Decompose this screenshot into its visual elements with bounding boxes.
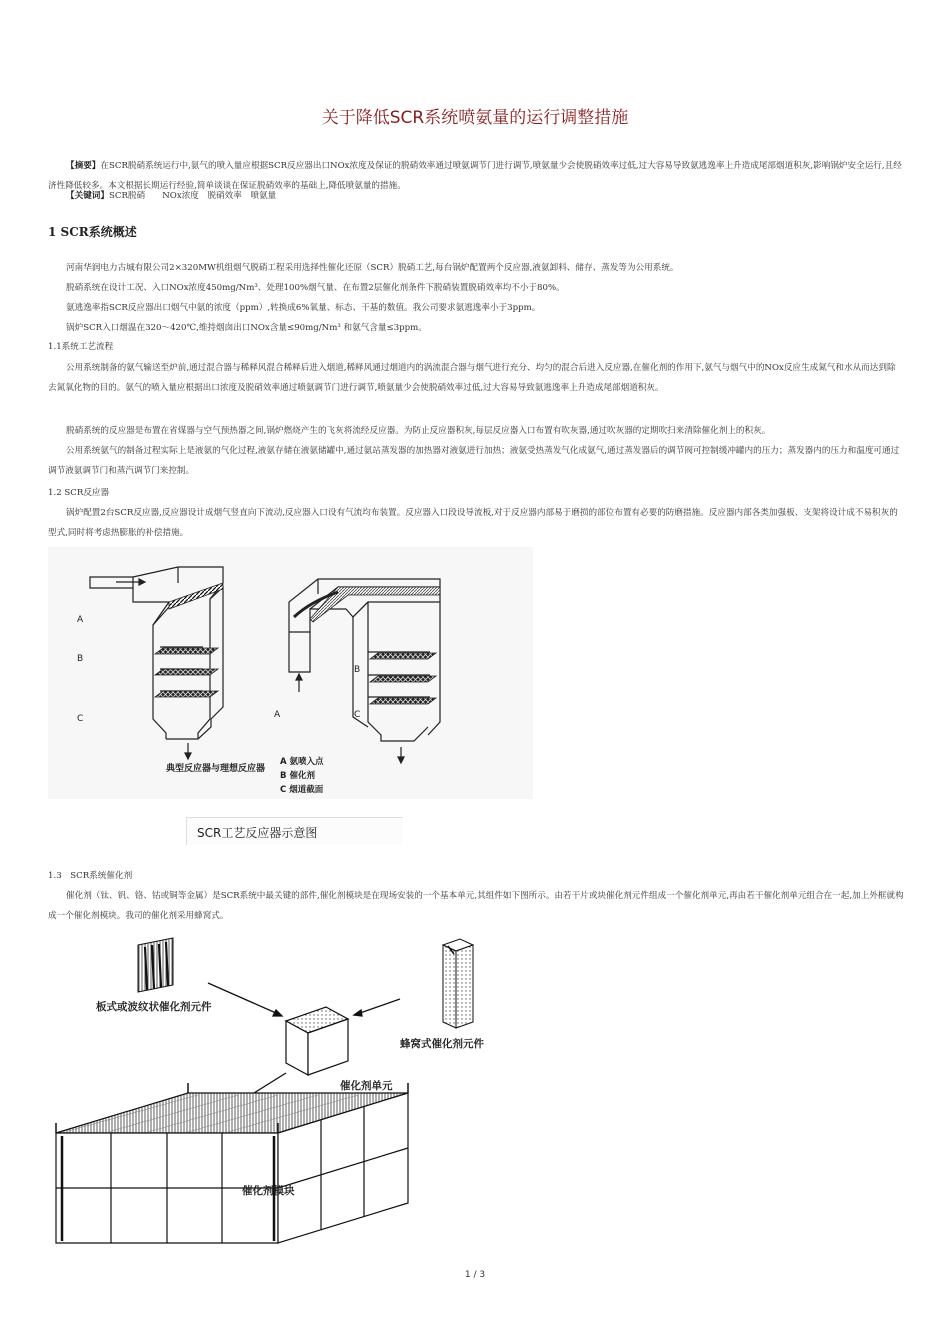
- right-guide-vanes: [310, 587, 440, 622]
- fig1-label-b-right: B: [354, 665, 361, 675]
- reactor-figure: [48, 547, 533, 799]
- fig1-subtitle: 典型反应器与理想反应器: [166, 764, 266, 774]
- catalyst-module-label: 催化剂模块: [242, 1185, 295, 1197]
- right-catalyst-layer-2: [370, 676, 436, 682]
- keywords-label: 【关键词】: [66, 191, 109, 201]
- left-catalyst-layer-1: [155, 648, 218, 654]
- plate-element: [138, 938, 173, 992]
- honeycomb-element: [443, 939, 473, 1028]
- fig1-legend-a: A 氨喷入点: [280, 757, 324, 767]
- reactor-caption-box: [186, 817, 403, 845]
- left-guide-vanes: [169, 583, 223, 609]
- reactor-caption: SCR工艺反应器示意图: [197, 826, 318, 840]
- document-title: 关于降低SCR系统喷氨量的运行调整措施: [321, 108, 629, 128]
- section-1-3-heading: 1.3 SCR系统催化剂: [48, 871, 133, 881]
- catalyst-unit-label: 催化剂单元: [340, 1080, 393, 1092]
- fig1-label-a-left: A: [77, 615, 84, 625]
- s12-para-1: 锅炉配置2台SCR反应器,反应器设计成烟气竖直向下流动,反应器入口设有气流均布装置。反应器入口段设导流板,对于反应器内部易于磨损的部位布置有必要的防磨措施。反应器内部各类加强板、支架将设计成不易积灰的型式,同时将考虑热膨胀的补偿措施。: [48, 508, 898, 538]
- section-1-1-heading: 1.1系统工艺流程: [48, 342, 114, 352]
- s13-para-1: 催化剂（钛、钒、铬、钴或铜等金属）是SCR系统中最关键的部件,催化剂模块是在现场安装的一个基本单元,其组件如下图所示。由若干片或块催化剂元件组成一个催化剂单元,再由若干催化剂单元组合在一起,加上外框就构成一个催化剂模块。我司的催化剂采用蜂窝式。: [48, 891, 904, 921]
- section-1-2-heading: 1.2 SCR反应器: [48, 488, 110, 498]
- abstract-text: 在SCR脱硝系统运行中,氨气的喷入量应根据SCR反应器出口NOx浓度及保证的脱硝效率通过喷氨调节门进行调节,喷氨量少会使脱硝效率过低,过大容易导致氨逃逸率上升造成尾部烟道积灰,影响锅炉安全运行,且经济性降低较多。本文根据长期运行经验,简单谈谈在保证脱硝效率的基础上,降低喷氨量的措施。: [48, 161, 902, 191]
- fig1-legend-b: B 催化剂: [280, 771, 315, 781]
- left-catalyst-layer-2: [155, 669, 218, 675]
- fig1-legend-c: C 烟道截面: [280, 785, 324, 795]
- s11-para-3: 公用系统氨气的制备过程实际上是液氨的气化过程,液氨存储在液氨储罐中,通过氨站蒸发器的加热器对液氨进行加热；液氨受热蒸发气化成氨气,通过蒸发器后的调节阀可控制缓冲罐内的压力；蒸发器内的压力和温度可通过调节液氨调节门和蒸汽调节门来控制。: [48, 446, 900, 476]
- page-number: 1 / 3: [464, 1270, 486, 1280]
- plate-element-label: 板式或波纹状催化剂元件: [96, 1001, 212, 1013]
- s1-para-2: 脱硝系统在设计工况、入口NOx浓度450mg/Nm³、处理100%烟气量、在布置2层催化剂条件下脱硝装置脱硝效率均不小于80%。: [66, 283, 565, 293]
- right-arrows: [296, 674, 404, 763]
- keywords-text: SCR脱硝 NOx浓度 脱硝效率 喷氨量: [108, 191, 277, 201]
- catalyst-figure: [48, 933, 518, 1255]
- s1-para-1: 河南华润电力古城有限公司2×320MW机组烟气脱硝工程采用选择性催化还原（SCR）脱硝工艺,每台锅炉配置两个反应器,液氨卸料、储存、蒸发等为公用系统。: [66, 263, 679, 273]
- catalyst-module: [56, 1083, 408, 1243]
- left-catalyst-layer-3: [155, 691, 218, 697]
- catalyst-unit: [286, 1007, 348, 1075]
- fig1-label-c-left: C: [77, 714, 84, 724]
- abstract-label: 【摘要】: [66, 161, 101, 171]
- s11-para-2: 脱硝系统的反应器是布置在省煤器与空气预热器之间,锅炉燃烧产生的飞灰将流经反应器。为防止反应器积灰,每层反应器入口布置有吹灰器,通过吹灰器的定期吹扫来清除催化剂上的积灰。: [66, 426, 771, 436]
- right-catalyst-layer-3: [370, 698, 436, 704]
- honeycomb-element-label: 蜂窝式催化剂元件: [400, 1038, 484, 1050]
- right-catalyst-layer-1: [370, 653, 436, 659]
- catalyst-diagram: [48, 933, 518, 1255]
- fig1-label-a-right: A: [274, 710, 281, 720]
- s1-para-3: 氨逃逸率指SCR反应器出口烟气中氨的浓度（ppm）,转换成6%氧量、标态、干基的数值。我公司要求氨逃逸率小于3ppm。: [66, 303, 541, 313]
- fig1-label-b-left: B: [77, 654, 84, 664]
- keywords: [48, 186, 904, 206]
- fig1-label-c-right: C: [354, 710, 361, 720]
- s11-para-1: 公用系统制备的氨气输送至炉前,通过混合器与稀释风混合稀释后进入烟道,稀释风通过烟道内的涡流混合器与烟气进行充分、均匀的混合后进入反应器,在催化剂的作用下,氨气与烟气中的NOx反应生成氮气和水从而达到除去氮氧化物的目的。氨气的喷入量应根据出口浓度及脱硝效率通过喷氨调节门进行调节,喷氨量少会使脱硝效率过低,过大容易导致氨逃逸率上升造成尾部烟道积灰。: [48, 363, 896, 393]
- s1-para-4: 锅炉SCR入口烟温在320～420℃,维持烟囱出口NOx含量≤90mg/Nm³ 和氨气含量≤3ppm。: [66, 323, 427, 333]
- section-1-heading: 1 SCR系统概述: [48, 225, 137, 239]
